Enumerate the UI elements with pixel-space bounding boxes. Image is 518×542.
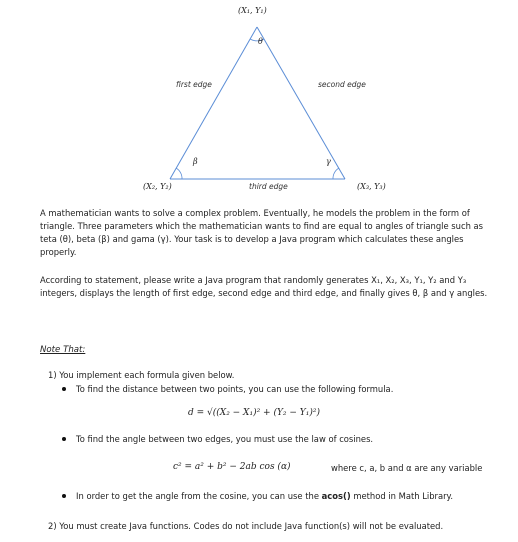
bullet-acos-text xyxy=(76,491,453,501)
bullet-cosines-text: To find the angle between two edges, you must use the law of cosines. xyxy=(76,434,374,444)
numbered-item-1: 1) You implement each formula given below. xyxy=(48,370,235,380)
first-edge-line xyxy=(170,27,257,179)
numbered-item-2: 2) You must create Java functions. Codes do not include Java function(s) will not be evaluated. xyxy=(48,521,444,531)
problem-statement-paragraph: A mathematician wants to solve a complex problem. Eventually, he models the problem in the form of triangle. Three parameters which the mathematician wants to find are equal to angles of triangle such as teta (θ), beta (β) and gama (γ). Your task is to develop a Java program which calculates these angles properly. xyxy=(40,208,484,257)
top-vertex-label: (X₁, Y₁) xyxy=(238,6,267,15)
theta-label: θ xyxy=(258,37,263,46)
left-vertex-label: (X₂, Y₂) xyxy=(143,182,172,191)
requirements-paragraph: According to statement, please write a Java program that randomly generates X₁, X₂, X₃, Y₁, Y₂ and Y₃ integers, displays the length of first edge, second edge and third edge, and finally gives θ, β and γ angles. xyxy=(40,275,488,298)
bullet-distance-text: To find the distance between two points, you can use the following formula. xyxy=(76,384,394,394)
right-vertex-label: (X₃, Y₃) xyxy=(357,182,386,191)
third-edge-label: third edge xyxy=(249,182,288,191)
gamma-arc xyxy=(333,168,339,179)
beta-arc xyxy=(176,168,182,179)
second-edge-line xyxy=(257,27,345,179)
bullet-dot-1 xyxy=(62,387,66,391)
distance-formula: d = √((X₂ − X₁)² + (Y₂ − Y₁)²) xyxy=(188,408,320,418)
bullet-dot-3 xyxy=(62,494,66,498)
bullet-dot-2 xyxy=(62,437,66,441)
first-edge-label: first edge xyxy=(176,80,212,89)
gamma-label: γ xyxy=(326,157,331,166)
bullet-acos-post: method in Math Library. xyxy=(350,491,453,501)
triangle-diagram xyxy=(0,0,518,200)
beta-label: β xyxy=(193,157,198,166)
law-of-cosines-formula: c² = a² + b² − 2ab cos (α) xyxy=(173,462,291,472)
law-of-cosines-note: where c, a, b and α are any variable xyxy=(331,463,483,473)
bullet-acos-pre: In order to get the angle from the cosine, you can use the xyxy=(76,491,322,501)
second-edge-label: second edge xyxy=(318,80,366,89)
note-heading: Note That: xyxy=(40,345,86,355)
acos-method-name: acos() xyxy=(321,491,351,501)
